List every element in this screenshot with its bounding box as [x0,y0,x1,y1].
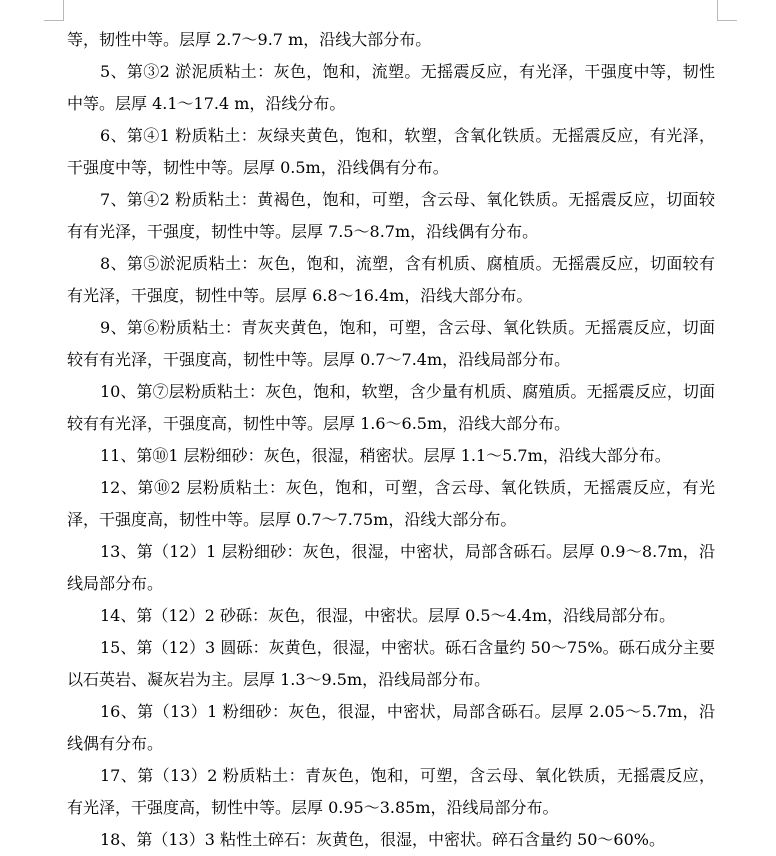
paragraph-layer-18: 18、第（13）3 粘性土碎石：灰黄色，很湿，中密状。碎石含量约 50～60%。 [100,830,665,849]
paragraph-layer-12: 12、第⑩2 层粉质粘土：灰色，饱和，可塑，含云母、氧化铁质，无摇震反应，有光泽，干强度高，韧性中等。层厚 0.7～7.75m，沿线大部分布。 [67,478,715,529]
paragraph-layer-11: 11、第⑩1 层粉细砂：灰色，很湿，稍密状。层厚 1.1～5.7m，沿线大部分布。 [100,446,671,465]
paragraph-layer-17: 17、第（13）2 粉质粘土：青灰色，饱和，可塑，含云母、氧化铁质，无摇震反应，有光泽，干强度高，韧性中等。层厚 0.95～3.85m，沿线局部分布。 [67,766,715,817]
paragraph-layer-4-continuation: 等，韧性中等。层厚 2.7～9.7 m，沿线大部分布。 [67,30,432,49]
paragraph-layer-5: 5、第③2 淤泥质粘土：灰色，饱和，流塑。无摇震反应，有光泽，干强度中等，韧性中等。层厚 4.1～17.4 m，沿线分布。 [67,62,715,113]
paragraph-layer-9: 9、第⑥粉质粘土：青灰夹黄色，饱和，可塑，含云母、氧化铁质。无摇震反应，切面较有有光泽，干强度高，韧性中等。层厚 0.7～7.4m，沿线局部分布。 [67,318,715,369]
paragraph-layer-13: 13、第（12）1 层粉细砂：灰色，很湿，中密状，局部含砾石。层厚 0.9～8.7m，沿线局部分布。 [67,542,715,593]
paragraph-layer-8: 8、第⑤淤泥质粘土：灰色，饱和，流塑，含有机质、腐植质。无摇震反应，切面较有有光泽，干强度，韧性中等。层厚 6.8～16.4m，沿线大部分布。 [67,254,715,305]
crop-mark-top-right-vertical [717,0,718,20]
paragraph-layer-16: 16、第（13）1 粉细砂：灰色，很湿，中密状，局部含砾石。层厚 2.05～5.7m，沿线偶有分布。 [67,702,715,753]
paragraph-layer-15: 15、第（12）3 圆砾：灰黄色，很湿，中密状。砾石含量约 50～75%。砾石成分主要以石英岩、凝灰岩为主。层厚 1.3～9.5m，沿线局部分布。 [67,638,715,689]
crop-mark-top-left-vertical [63,0,64,20]
crop-mark-top-right-horizontal [717,20,737,21]
paragraph-layer-10: 10、第⑦层粉质粘土：灰色，饱和，软塑，含少量有机质、腐殖质。无摇震反应，切面较有有光泽，干强度高，韧性中等。层厚 1.6～6.5m，沿线大部分布。 [67,382,715,433]
paragraph-layer-6: 6、第④1 粉质粘土：灰绿夹黄色，饱和，软塑，含氧化铁质。无摇震反应，有光泽，干强度中等，韧性中等。层厚 0.5m，沿线偶有分布。 [67,126,715,177]
document-body[interactable] [67,24,715,856]
paragraph-layer-7: 7、第④2 粉质粘土：黄褐色，饱和，可塑，含云母、氧化铁质。无摇震反应，切面较有有光泽，干强度，韧性中等。层厚 7.5～8.7m，沿线偶有分布。 [67,190,715,241]
crop-mark-top-left-horizontal [44,20,64,21]
paragraph-layer-14: 14、第（12）2 砂砾：灰色，很湿，中密状。层厚 0.5～4.4m，沿线局部分布。 [100,606,676,625]
